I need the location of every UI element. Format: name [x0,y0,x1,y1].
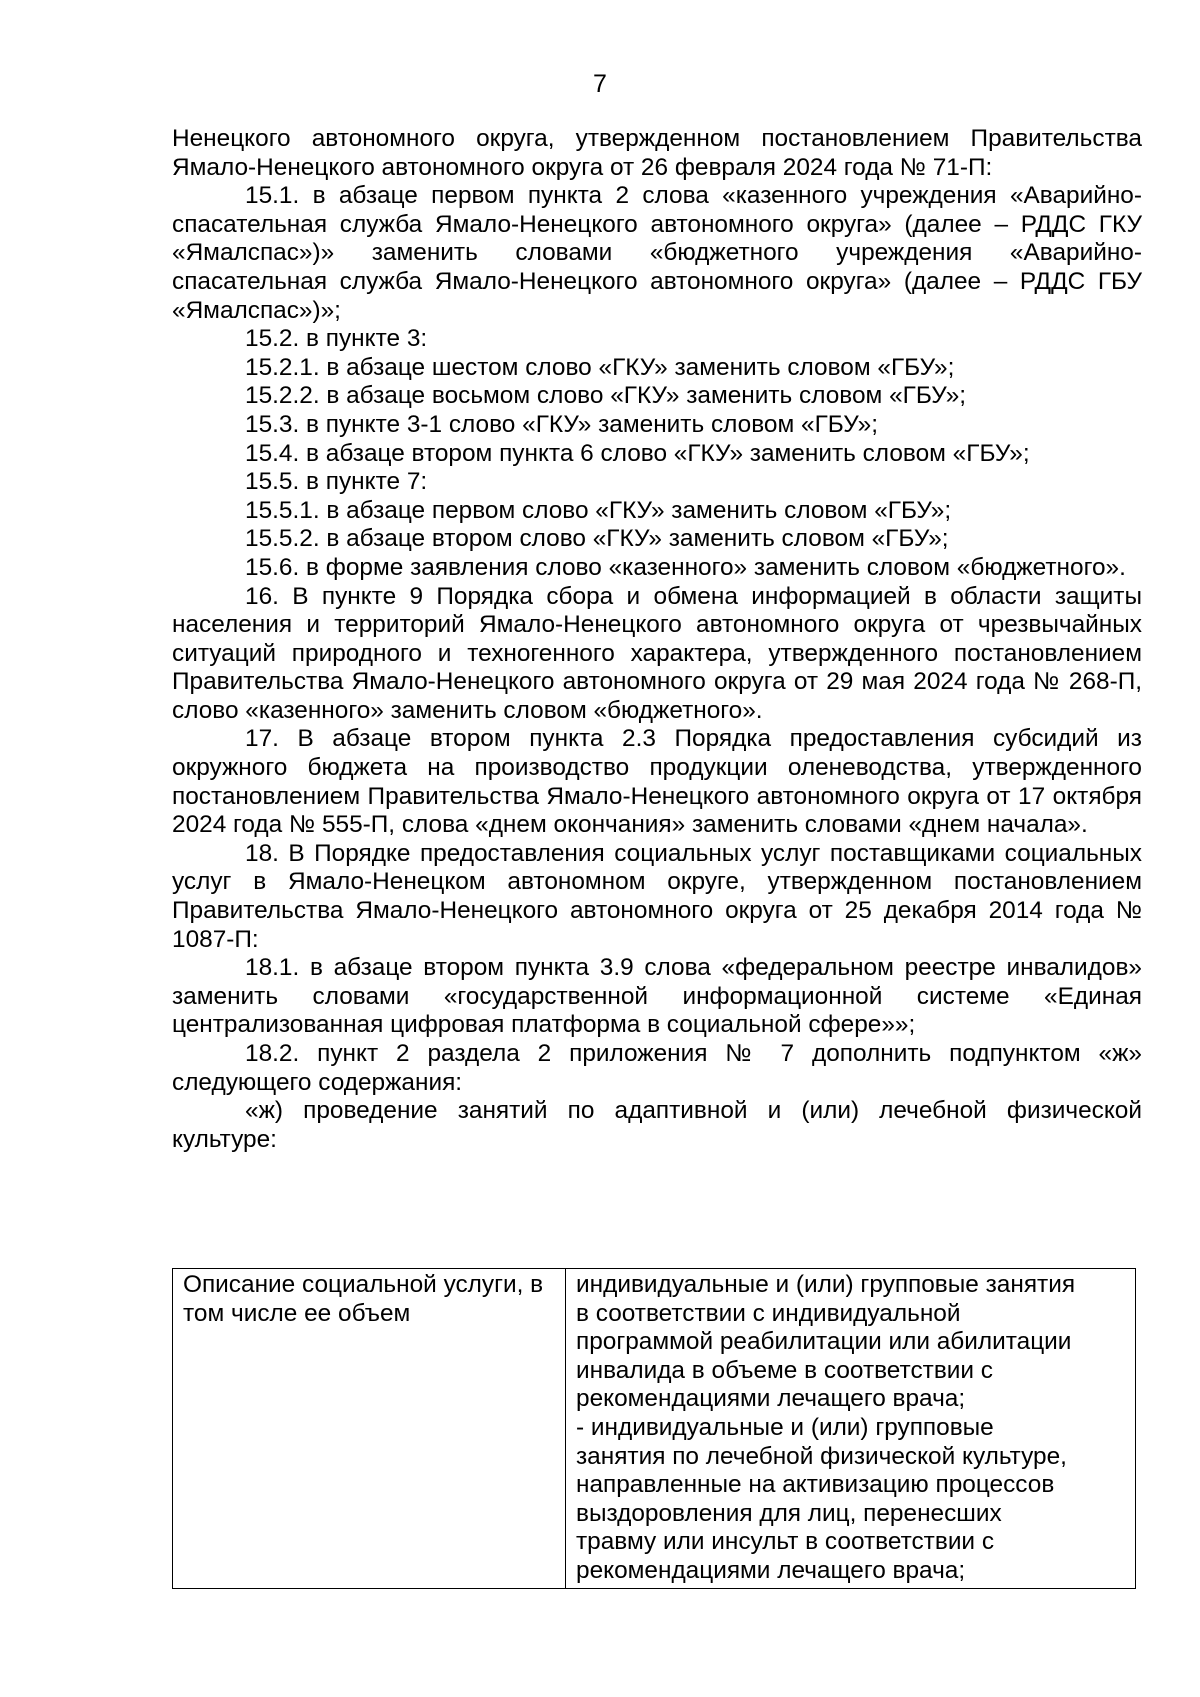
paragraph-15-5-2: 15.5.2. в абзаце втором слово «ГКУ» заменить словом «ГБУ»; [245,525,949,553]
paragraph-zh: «ж) проведение занятий по адаптивной и (или) лечебной физической культуре: [172,1097,1142,1153]
paragraph-15-1: 15.1. в абзаце первом пункта 2 слова «казенного учреждения «Аварийно-спасательная служба Ямало-Ненецкого автономного округа» (далее – РДДС ГКУ «Ямалспас»)» заменить словами «бюджетного учреждения «Аварийно-спасательная служба Ямало-Ненецкого автономного округа» (далее – РДДС ГБУ «Ямалспас»)»; [172,182,1142,324]
table-content-line: рекомендациями лечащего врача; [576,1385,966,1413]
service-table [172,1268,1136,1589]
table-content-line: индивидуальные и (или) групповые занятия [576,1271,1076,1298]
table-content-line: направленные на активизацию процессов [576,1471,1055,1499]
paragraph-15-5-1: 15.5.1. в абзаце первом слово «ГКУ» заменить словом «ГБУ»; [245,496,952,524]
paragraph-15-4: 15.4. в абзаце втором пункта 6 слово «ГКУ» заменить словом «ГБУ»; [245,439,1030,467]
page-number: 7 [593,70,607,98]
paragraph-16: 16. В пункте 9 Порядка сбора и обмена информацией в области защиты населения и территорий Ямало-Ненецкого автономного округа от чрезвычайных ситуаций природного и техногенного характера, утвержденного постановлением Правительства Ямало-Ненецкого автономного округа от 29 мая 2024 года № 268-П, слово «казенного» заменить словом «бюджетного». [172,582,1142,724]
paragraph-15-6: 15.6. в форме заявления слово «казенного» заменить словом «бюджетного». [245,553,1126,581]
table-content-cell [566,1269,1136,1589]
table-content-line: в соответствии с индивидуальной [576,1299,961,1327]
table-row [173,1269,1136,1589]
table-content-line: травму или инсульт в соответствии с [576,1528,995,1556]
table-label-cell: Описание социальной услуги, в том числе ее объем [173,1269,566,1589]
table-content-line: - индивидуальные и (или) групповые [576,1413,994,1441]
paragraph-continuation: Ненецкого автономного округа, утвержденном постановлением Правительства Ямало-Ненецкого автономного округа от 26 февраля 2024 года № 71-П: [172,125,1142,181]
table-content-line: рекомендациями лечащего врача; [576,1556,966,1584]
paragraph-15-2-2: 15.2.2. в абзаце восьмом слово «ГКУ» заменить словом «ГБУ»; [245,382,967,410]
paragraph-17: 17. В абзаце втором пункта 2.3 Порядка предоставления субсидий из окружного бюджета на производство продукции оленеводства, утвержденного постановлением Правительства Ямало-Ненецкого автономного округа от 17 октября 2024 года № 555-П, слова «днем окончания» заменить словами «днем начала». [172,725,1142,839]
paragraph-18-2: 18.2. пункт 2 раздела 2 приложения № 7 дополнить подпунктом «ж» следующего содержания: [172,1040,1142,1096]
table-content-line: выздоровления для лиц, перенесших [576,1499,1002,1527]
table-content-line: инвалида в объеме в соответствии с [576,1356,993,1384]
table-content-line: программой реабилитации или абилитации [576,1328,1072,1356]
table-content-line: занятия по лечебной физической культуре, [576,1442,1067,1470]
paragraph-18-1: 18.1. в абзаце втором пункта 3.9 слова «федеральном реестре инвалидов» заменить словами «государственной информационной системе «Единая централизованная цифровая платформа в социальной сфере»»; [172,954,1142,1039]
paragraph-15-3: 15.3. в пункте 3-1 слово «ГКУ» заменить словом «ГБУ»; [245,410,878,438]
paragraph-18: 18. В Порядке предоставления социальных услуг поставщиками социальных услуг в Ямало-Ненецком автономном округе, утвержденном постановлением Правительства Ямало-Ненецкого автономного округа от 25 декабря 2014 года № 1087-П: [172,839,1142,953]
paragraph-15-2-1: 15.2.1. в абзаце шестом слово «ГКУ» заменить словом «ГБУ»; [245,353,955,381]
paragraph-15-5: 15.5. в пункте 7: [245,468,428,496]
document-body [172,125,1142,1154]
paragraph-15-2: 15.2. в пункте 3: [245,325,428,353]
